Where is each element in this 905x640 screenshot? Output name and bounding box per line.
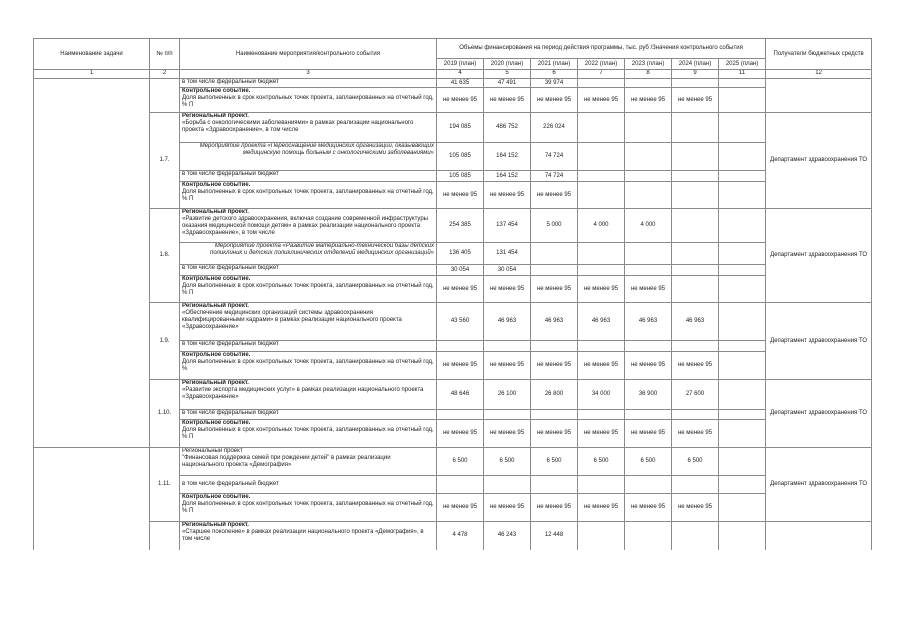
value-cell: не менее 95 — [437, 352, 484, 380]
value-cell: не менее 95 — [578, 88, 625, 113]
value-cell: не менее 95 — [484, 420, 531, 448]
measure-text: Мероприятие проекта «Развитие материально-технической базы детских поликлиник и детских поликлинических отделений медицинских организаций» — [180, 243, 437, 265]
task-cell — [34, 303, 150, 380]
value-cell — [578, 79, 625, 88]
project-cell — [180, 303, 437, 341]
value-cell: 36 900 — [625, 380, 672, 410]
value-cell — [672, 410, 719, 420]
header-year: 2022 (план) — [578, 59, 625, 70]
value-cell — [531, 476, 578, 494]
value-cell: 6 500 — [531, 448, 578, 476]
value-cell: не менее 95 — [531, 352, 578, 380]
value-cell: 254 385 — [437, 209, 484, 243]
value-cell — [625, 265, 672, 276]
value-cell — [625, 143, 672, 171]
header-year: 2024 (план) — [672, 59, 719, 70]
value-cell: 46 963 — [531, 303, 578, 341]
col-number: 7 — [578, 70, 625, 79]
control-event-text: Доля выполненных в срок контрольных точек проекта, запланированных на отчетный год, % П — [182, 189, 434, 202]
row-number: 1.8. — [150, 209, 180, 303]
value-cell — [531, 410, 578, 420]
value-cell: не менее 95 — [437, 420, 484, 448]
project-text: «Обеспечение медицинских организаций системы здравоохранения квалифицированными кадрами» в рамках реализации национального проекта «Здравоохранение» — [182, 310, 402, 330]
value-cell — [578, 265, 625, 276]
project-title: Региональный проект. — [182, 113, 249, 119]
project-text: «Развитие экспорта медицинских услуг» в рамках реализации национального проекта «Здравоохранение» — [182, 387, 424, 400]
control-event-title: Контрольное событие. — [182, 420, 251, 426]
value-cell: не менее 95 — [578, 352, 625, 380]
value-cell — [719, 182, 766, 209]
value-cell: 137 454 — [484, 209, 531, 243]
recipient-cell: Департамент здравоохранения ТО — [766, 209, 872, 303]
col-number: 8 — [625, 70, 672, 79]
col-number: 2 — [150, 70, 180, 79]
recipient-cell — [766, 79, 872, 113]
value-cell — [437, 341, 484, 352]
table-row — [34, 380, 872, 410]
control-event-title: Контрольное событие. — [182, 494, 251, 500]
table-row — [34, 209, 872, 243]
value-cell — [578, 341, 625, 352]
value-cell — [672, 476, 719, 494]
value-cell: не менее 95 — [484, 88, 531, 113]
control-event-cell — [180, 182, 437, 209]
value-cell — [672, 143, 719, 171]
control-event-text: Доля выполненных в срок контрольных точек проекта, запланированных на отчетный год, % П — [182, 427, 434, 440]
value-cell — [719, 494, 766, 522]
header-financing: Объемы финансирования на период действия программы, тыс. руб /Значения контрольного события — [437, 39, 766, 59]
value-cell: 46 963 — [672, 303, 719, 341]
value-cell: не менее 95 — [578, 276, 625, 303]
value-cell — [719, 171, 766, 182]
value-cell: 6 500 — [437, 448, 484, 476]
project-cell — [180, 113, 437, 143]
value-cell: 105 085 — [437, 143, 484, 171]
project-title: Региональный проект. — [182, 209, 249, 215]
control-event-title: Контрольное событие. — [182, 182, 251, 188]
value-cell: 26 100 — [484, 380, 531, 410]
control-event-text: Доля выполненных в срок контрольных точек проекта, запланированных на отчетный год, % — [182, 359, 434, 372]
value-cell: 486 752 — [484, 113, 531, 143]
value-cell — [672, 79, 719, 88]
task-cell — [34, 79, 150, 113]
value-cell: не менее 95 — [625, 420, 672, 448]
header-year: 2020 (план) — [484, 59, 531, 70]
value-cell — [578, 476, 625, 494]
measure-text: Мероприятие проекта «Переоснащение медицинских организаций, оказывающих медицинскую помощь больным с онкологическими заболеваниями» — [180, 143, 437, 171]
project-cell — [180, 209, 437, 243]
value-cell — [437, 410, 484, 420]
value-cell: 105 085 — [437, 171, 484, 182]
value-cell — [719, 79, 766, 88]
value-cell: не менее 95 — [531, 420, 578, 448]
value-cell: 164 152 — [484, 143, 531, 171]
value-cell — [484, 476, 531, 494]
federal-budget-label: в том числе федеральный бюджет — [180, 79, 437, 88]
value-cell: 30 054 — [437, 265, 484, 276]
row-number: 1.9. — [150, 303, 180, 380]
project-cell — [180, 448, 437, 476]
recipient-cell: Департамент здравоохранения ТО — [766, 380, 872, 448]
value-cell: не менее 95 — [531, 182, 578, 209]
value-cell: 27 600 — [672, 380, 719, 410]
value-cell: 46 243 — [484, 522, 531, 550]
col-number: 1 — [34, 70, 150, 79]
value-cell — [531, 265, 578, 276]
project-title: Региональный проект — [182, 448, 243, 454]
value-cell: не менее 95 — [625, 88, 672, 113]
value-cell — [672, 171, 719, 182]
value-cell: 136 405 — [437, 243, 484, 265]
value-cell: 74 724 — [531, 143, 578, 171]
recipient-cell: Департамент здравоохранения ТО — [766, 303, 872, 380]
value-cell — [625, 410, 672, 420]
header-year: 2019 (план) — [437, 59, 484, 70]
value-cell: не менее 95 — [484, 494, 531, 522]
value-cell — [578, 182, 625, 209]
value-cell: 226 024 — [531, 113, 578, 143]
value-cell: 4 478 — [437, 522, 484, 550]
federal-budget-label: в том числе федеральный бюджет — [180, 476, 437, 494]
control-event-cell — [180, 276, 437, 303]
budget-table — [33, 38, 872, 550]
control-event-text: Доля выполненных в срок контрольных точек проекта, запланированных на отчетный год, % П — [182, 283, 434, 296]
value-cell — [719, 448, 766, 476]
header-year: 2021 (план) — [531, 59, 578, 70]
col-number: 6 — [531, 70, 578, 79]
value-cell: 46 963 — [484, 303, 531, 341]
value-cell: не менее 95 — [531, 88, 578, 113]
col-number: 4 — [437, 70, 484, 79]
col-number: 5 — [484, 70, 531, 79]
value-cell: 47 491 — [484, 79, 531, 88]
value-cell: не менее 95 — [531, 276, 578, 303]
value-cell — [437, 476, 484, 494]
value-cell — [625, 79, 672, 88]
value-cell: 6 500 — [672, 448, 719, 476]
value-cell: не менее 95 — [484, 182, 531, 209]
value-cell: 26 800 — [531, 380, 578, 410]
recipient-cell: Департамент здравоохранения ТО — [766, 448, 872, 522]
task-cell — [34, 209, 150, 303]
value-cell — [672, 265, 719, 276]
value-cell: 6 500 — [625, 448, 672, 476]
value-cell — [531, 243, 578, 265]
project-text: «Борьба с онкологическими заболеваниями» в рамках реализации национального проекта «Здравоохранение», в том числе — [182, 120, 414, 133]
value-cell — [719, 209, 766, 243]
value-cell — [719, 522, 766, 550]
value-cell: не менее 95 — [672, 420, 719, 448]
table-row — [34, 448, 872, 476]
control-event-cell — [180, 352, 437, 380]
col-number: 11 — [719, 70, 766, 79]
value-cell: 6 500 — [578, 448, 625, 476]
header-task-name: Наименование задачи — [34, 39, 150, 70]
value-cell: не менее 95 — [625, 276, 672, 303]
table-row — [34, 79, 872, 88]
value-cell: 46 963 — [625, 303, 672, 341]
project-title: Региональный проект. — [182, 380, 249, 386]
federal-budget-label: в том числе федеральный бюджет — [180, 410, 437, 420]
control-event-cell — [180, 420, 437, 448]
row-number: 1.11. — [150, 448, 180, 522]
value-cell: не менее 95 — [437, 182, 484, 209]
control-event-title: Контрольное событие. — [182, 276, 251, 282]
value-cell — [625, 341, 672, 352]
value-cell — [719, 410, 766, 420]
value-cell — [719, 420, 766, 448]
col-number: 12 — [766, 70, 872, 79]
value-cell — [625, 243, 672, 265]
value-cell — [578, 171, 625, 182]
value-cell — [719, 113, 766, 143]
value-cell — [625, 476, 672, 494]
header-number: № п/п — [150, 39, 180, 70]
project-title: Региональный проект. — [182, 303, 249, 309]
value-cell — [719, 341, 766, 352]
value-cell: не менее 95 — [531, 494, 578, 522]
project-title: Региональный проект. — [182, 522, 249, 528]
value-cell — [578, 522, 625, 550]
value-cell: 41 635 — [437, 79, 484, 88]
value-cell: 6 500 — [484, 448, 531, 476]
control-event-text: Доля выполненных в срок контрольных точек проекта, запланированных на отчетный год, % П — [182, 95, 434, 108]
task-cell — [34, 448, 150, 550]
value-cell: 43 560 — [437, 303, 484, 341]
header-recipients: Получатели бюджетных средств — [766, 39, 872, 70]
row-number: 1.10. — [150, 380, 180, 448]
value-cell — [719, 303, 766, 341]
project-text: «Развитие детского здравоохранения, включая создание современной инфраструктуры оказания медицинской помощи детям» в рамках реализации национального проекта «Здравоохранение», в том числе — [182, 216, 428, 236]
value-cell — [531, 341, 578, 352]
value-cell — [719, 352, 766, 380]
value-cell — [672, 522, 719, 550]
number-cell — [150, 79, 180, 113]
value-cell — [672, 276, 719, 303]
number-cell — [150, 522, 180, 550]
value-cell: 30 054 — [484, 265, 531, 276]
value-cell: не менее 95 — [672, 88, 719, 113]
project-cell — [180, 522, 437, 550]
value-cell: 74 724 — [531, 171, 578, 182]
value-cell — [719, 265, 766, 276]
federal-budget-label: в том числе федеральный бюджет — [180, 265, 437, 276]
recipient-cell — [766, 522, 872, 550]
value-cell — [484, 410, 531, 420]
col-number: 9 — [672, 70, 719, 79]
value-cell — [719, 276, 766, 303]
value-cell: 5 000 — [531, 209, 578, 243]
value-cell: не менее 95 — [437, 88, 484, 113]
value-cell: не менее 95 — [484, 352, 531, 380]
value-cell — [672, 182, 719, 209]
project-text: «Старшее поколение» в рамках реализации национального проекта «Демография», в том числе — [182, 529, 424, 542]
value-cell — [625, 182, 672, 209]
header-event-name: Наименование мероприятия/контрольного события — [180, 39, 437, 70]
control-event-cell — [180, 494, 437, 522]
table-row — [34, 303, 872, 341]
value-cell — [719, 380, 766, 410]
value-cell: 34 000 — [578, 380, 625, 410]
value-cell: не менее 95 — [672, 352, 719, 380]
control-event-title: Контрольное событие. — [182, 352, 251, 358]
task-cell — [34, 380, 150, 448]
value-cell: не менее 95 — [437, 494, 484, 522]
federal-budget-label: в том числе федеральный бюджет — [180, 341, 437, 352]
value-cell — [578, 143, 625, 171]
value-cell — [672, 341, 719, 352]
control-event-title: Контрольное событие. — [182, 88, 251, 94]
row-number: 1.7. — [150, 113, 180, 209]
value-cell: 46 963 — [578, 303, 625, 341]
col-number: 3 — [180, 70, 437, 79]
value-cell — [719, 476, 766, 494]
project-cell — [180, 380, 437, 410]
value-cell: 48 646 — [437, 380, 484, 410]
control-event-text: Доля выполненных в срок контрольных точек проекта, запланированных на отчетный год, % П — [182, 501, 434, 514]
value-cell — [672, 243, 719, 265]
project-text: "Финансовая поддержка семей при рождении детей" в рамках реализации национального проекта «Демография» — [182, 455, 391, 468]
value-cell: не менее 95 — [672, 494, 719, 522]
value-cell — [578, 243, 625, 265]
value-cell: 4 000 — [578, 209, 625, 243]
value-cell: не менее 95 — [578, 420, 625, 448]
value-cell — [578, 410, 625, 420]
federal-budget-label: в том числе федеральный бюджет — [180, 171, 437, 182]
value-cell — [625, 522, 672, 550]
header-year: 2023 (план) — [625, 59, 672, 70]
value-cell: 4 000 — [625, 209, 672, 243]
value-cell — [719, 88, 766, 113]
value-cell: не менее 95 — [625, 494, 672, 522]
recipient-cell: Департамент здравоохранения ТО — [766, 113, 872, 209]
control-event-cell — [180, 88, 437, 113]
budget-table-sheet — [33, 38, 872, 550]
value-cell: 164 152 — [484, 171, 531, 182]
value-cell — [578, 113, 625, 143]
value-cell — [484, 341, 531, 352]
value-cell: 12 448 — [531, 522, 578, 550]
value-cell — [625, 113, 672, 143]
table-row — [34, 113, 872, 143]
value-cell: не менее 95 — [437, 276, 484, 303]
value-cell — [672, 209, 719, 243]
value-cell — [625, 171, 672, 182]
value-cell — [672, 113, 719, 143]
value-cell — [719, 143, 766, 171]
value-cell: не менее 95 — [578, 494, 625, 522]
task-cell — [34, 113, 150, 209]
table-row — [34, 522, 872, 550]
value-cell: 131 454 — [484, 243, 531, 265]
value-cell — [719, 243, 766, 265]
header-year: 2025 (план) — [719, 59, 766, 70]
value-cell: 39 974 — [531, 79, 578, 88]
value-cell: не менее 95 — [625, 352, 672, 380]
value-cell: 194 085 — [437, 113, 484, 143]
value-cell: не менее 95 — [484, 276, 531, 303]
